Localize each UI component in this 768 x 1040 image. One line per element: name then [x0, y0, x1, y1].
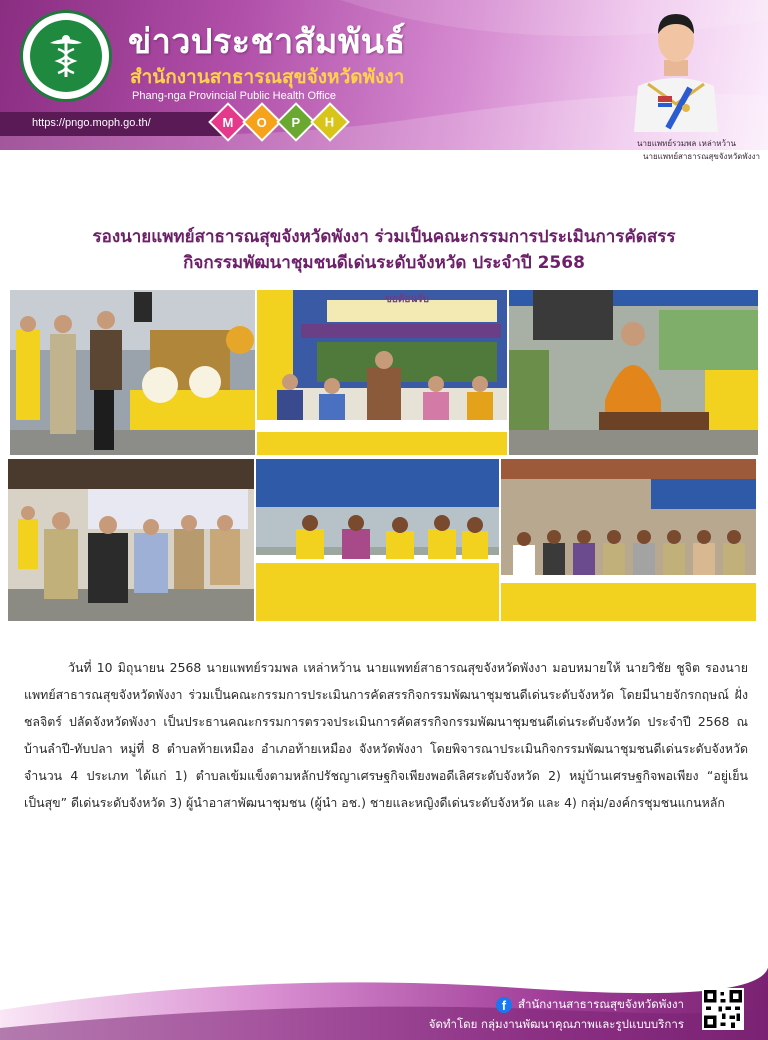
photo-shrine-ceremony	[10, 290, 255, 455]
office-name-english: Phang-nga Provincial Public Health Office	[132, 90, 337, 102]
welcome-banner-text: ขอต้อนรับ	[385, 294, 429, 305]
headline-line-1: รองนายแพทย์สาธารณสุขจังหวัดพังงา ร่วมเป็นคณะกรรมการประเมินการคัดสรร	[92, 227, 676, 247]
website-link[interactable]: https://pngo.moph.go.th/	[32, 117, 151, 129]
office-name-thai: สำนักงานสาธารณสุขจังหวัดพังงา	[130, 66, 405, 88]
moph-letter-p: P	[276, 102, 316, 142]
photo-women-at-table	[256, 459, 499, 621]
headline-line-2: กิจกรรมพัฒนาชุมชนดีเด่นระดับจังหวัด ประจำปี 2568	[183, 253, 585, 273]
header-banner	[0, 0, 768, 150]
facebook-page-name: สำนักงานสาธารณสุขจังหวัดพังงา	[517, 997, 684, 1011]
produced-by: จัดทำโดย กลุ่มงานพัฒนาคุณภาพและรูปแบบบริการ	[428, 1017, 684, 1031]
article-paragraph: วันที่ 10 มิถุนายน 2568 นายแพทย์รวมพล เหล่าหว้าน นายแพทย์สาธารณสุขจังหวัดพังงา มอบหมายให้ นายวิชัย ชูจิต รองนายแพทย์สาธารณสุขจังหวัดพังงา ร่วมเป็นคณะกรรมการประเมินการคัดสรรกิจกรรมพัฒนาชุมชนดีเด่นระดับจังหวัด โดยมีนายจักรกฤษณ์ ฝั่งชลจิตร์ ปลัดจังหวัดพังงา เป็นประธานคณะกรรมการตรวจประเมินการคัดสรรกิจกรรมพัฒนาชุมชนดีเด่นระดับจังหวัด ประจำปี 2568 ณ บ้านลำปี-ทับปลา หมู่ที่ 8 ตำบลท้ายเหมือง อำเภอท้ายเหมือง จังหวัดพังงา โดยพิจารณาประเมินกิจกรรมพัฒนาชุมชนดีเด่นระดับจังหวัดจำนวน 4 ประเภท ได้แก่ 1) ตำบลเข้มแข็งตามหลักปรัชญาเศรษฐกิจเพียงพอดีเลิศระดับจังหวัด 2) หมู่บ้านเศรษฐกิจพอเพียง “อยู่เย็นเป็นสุข” ดีเด่นระดับจังหวัด 3) ผู้นำอาสาพัฒนาชุมชน (ผู้นำ อช.) ชายและหญิงดีเด่นระดับจังหวัด และ 4) กลุ่ม/องค์กรชุมชนแกนหลัก	[24, 660, 748, 810]
article-body	[24, 654, 748, 816]
photo-audience-seated	[8, 459, 254, 621]
news-headline	[10, 224, 758, 276]
moph-letter-o: O	[242, 102, 282, 142]
caduceus-icon	[30, 20, 102, 92]
facebook-icon: f	[496, 997, 512, 1013]
facebook-page-link[interactable]	[496, 996, 684, 1014]
qr-code-icon[interactable]	[702, 988, 744, 1030]
officer-portrait	[628, 4, 724, 132]
page-title: ข่าวประชาสัมพันธ์	[128, 22, 406, 62]
photo-officials-panel	[501, 459, 756, 621]
photo-committee-table	[257, 290, 507, 455]
moph-letter-h: H	[310, 102, 350, 142]
officer-name: นายแพทย์รวมพล เหล่าหว้าน	[637, 139, 736, 148]
officer-title: นายแพทย์สาธารณสุขจังหวัดพังงา	[643, 152, 760, 161]
photo-monk-speaking	[509, 290, 758, 455]
moph-letter-m: M	[208, 102, 248, 142]
moph-logo	[20, 10, 112, 102]
moph-badge	[214, 108, 350, 140]
